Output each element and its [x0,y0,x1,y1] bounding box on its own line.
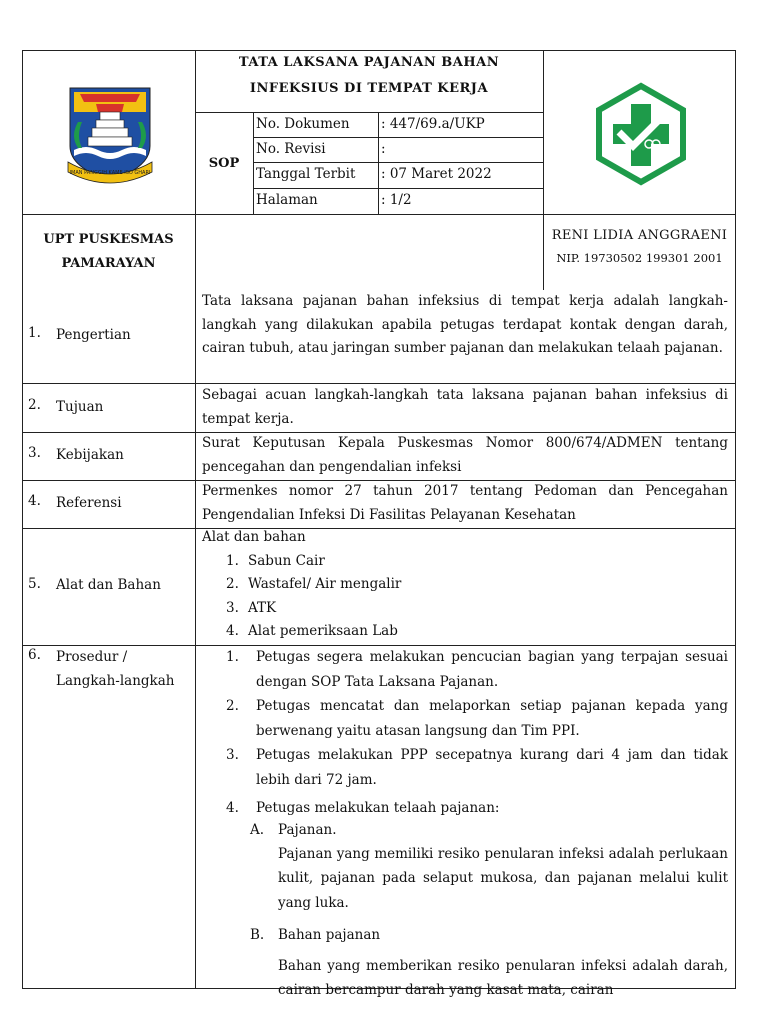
step-3: 3. Petugas melakukan PPP secepatnya kurang dari 4 jam dan tidak lebih dari 72 jam. [226,747,728,788]
puskesmas-logo [593,82,689,186]
alat-list [202,550,728,644]
meta-row-page: Halaman : 1/2 [256,192,412,208]
title-line-1: TATA LAKSANA PAJANAN BAHAN [238,55,500,70]
document-header [22,50,736,290]
pengertian-text: Tata laksana pajanan bahan infeksius di tempat kerja adalah langkah-langkah yang dilakukan apabila petugas terdapat kontak dengan darah, cairan tubuh, atau jaringan sumber pajanan dan melakukan telaah pajanan. [202,293,728,356]
sub-b-title: B. Bahan pajanan [250,927,381,943]
banten-province-logo [66,82,154,184]
row-prosedur: 6. Prosedur / Langkah-langkah 1. Petugas segera melakukan pencucian bagian yang terpajan sesuai dengan SOP Tata Laksana Pajanan. 2. Petugas mencatat dan melaporkan setiap pajanan kepada yang berwenang yaitu atasan langsung dan Tim PPI. 3. Petugas melakukan PPP secepatnya kurang dari 4 jam dan tidak lebih dari 72 jam. 4. Petugas melakukan telaah pajanan: A. Pajanan. Pajanan yang memiliki resiko penularan infeksi adalah perlukaan kulit, pajanan pada selaput mukosa, dan pajanan melalui kulit yang luka. B. Bahan pajanan Bahan yang memberikan resiko penularan infeksi adalah darah, cairan bercampur darah yang kasat mata, cairan [22,645,736,988]
title-line-2: INFEKSIUS DI TEMPAT KERJA [249,81,489,96]
list-item: 1. Sabun Cair [226,552,325,569]
referensi-text: Permenkes nomor 27 tahun 2017 tentang Pedoman dan Pencegahan Pengendalian Infeksi Di Fasilitas Pelayanan Kesehatan [202,483,728,523]
row-pengertian: 1. Pengertian Tata laksana pajanan bahan infeksius di tempat kerja adalah langkah-langkah yang dilakukan apabila petugas terdapat kontak dengan darah, cairan tubuh, atau jaringan sumber pajanan dan melakukan telaah pajanan. [22,290,736,384]
prosedur-label: Prosedur / Langkah-langkah [56,649,175,689]
sub-b-text: Bahan yang memberikan resiko penularan infeksi adalah darah, cairan bercampur darah yang kasat mata, cairan [278,957,728,998]
organization-name: UPT PUSKESMAS PAMARAYAN [43,232,174,271]
signer-block [543,214,736,290]
list-item: 2. Wastafel/ Air mengalir [226,576,402,592]
sub-a-title: A. Pajanan. [250,821,337,838]
row-referensi: 4. Referensi Permenkes nomor 27 tahun 2017 tentang Pedoman dan Pencegahan Pengendalian Infeksi Di Fasilitas Pelayanan Kesehatan [22,480,736,529]
sub-a-text: Pajanan yang memiliki resiko penularan infeksi adalah perlukaan kulit, pajanan pada selaput mukosa, dan pajanan melalui kulit yang luka. [278,845,728,911]
row-tujuan: 2. Tujuan Sebagai acuan langkah-langkah tata laksana pajanan bahan infeksius di tempat kerja. [22,383,736,433]
meta-row-document-number: No. Dokumen : 447/69.a/UKP [256,116,485,132]
document-title [195,50,543,102]
meta-row-revision: No. Revisi : [256,141,386,157]
prosedur-content [202,645,728,1003]
kebijakan-text: Surat Keputusan Kepala Puskesmas Nomor 800/674/ADMEN tentang pencegahan dan pengendalian infeksi [202,435,728,475]
row-alat-bahan: 5. Alat dan Bahan Alat dan bahan 1. Sabun Cair 2. Wastafel/ Air mengalir 3. ATK 4. Alat pemeriksaan Lab [22,528,736,646]
svg-text:IMAN PANGGIH KAME ISO GHARI: IMAN PANGGIH KAME ISO GHARI [69,170,151,176]
list-item: 4. Alat pemeriksaan Lab [226,623,398,639]
meta-row-issue-date: Tanggal Terbit : 07 Maret 2022 [256,166,492,182]
list-item: 3. ATK [226,599,277,616]
step-1: 1. Petugas segera melakukan pencucian bagian yang terpajan sesuai dengan SOP Tata Laksana Pajanan. [226,649,728,690]
step-4: 4. Petugas melakukan telaah pajanan: [226,800,500,816]
sop-label: SOP [208,155,240,171]
step-2: 2. Petugas mencatat dan melaporkan setiap pajanan kepada yang berwenang yaitu atasan langsung dan Tim PPI. [226,698,728,739]
tujuan-text: Sebagai acuan langkah-langkah tata laksana pajanan bahan infeksius di tempat kerja. [202,387,728,427]
signer-nip: NIP. 19730502 199301 2001 [556,251,723,265]
alat-content: Alat dan bahan 1. Sabun Cair 2. Wastafel/ Air mengalir 3. ATK 4. Alat pemeriksaan Lab [202,526,728,644]
row-kebijakan: 3. Kebijakan Surat Keputusan Kepala Puskesmas Nomor 800/674/ADMEN tentang pencegahan dan pengendalian infeksi [22,432,736,481]
signer-name: RENI LIDIA ANGGRAENI [551,228,728,243]
